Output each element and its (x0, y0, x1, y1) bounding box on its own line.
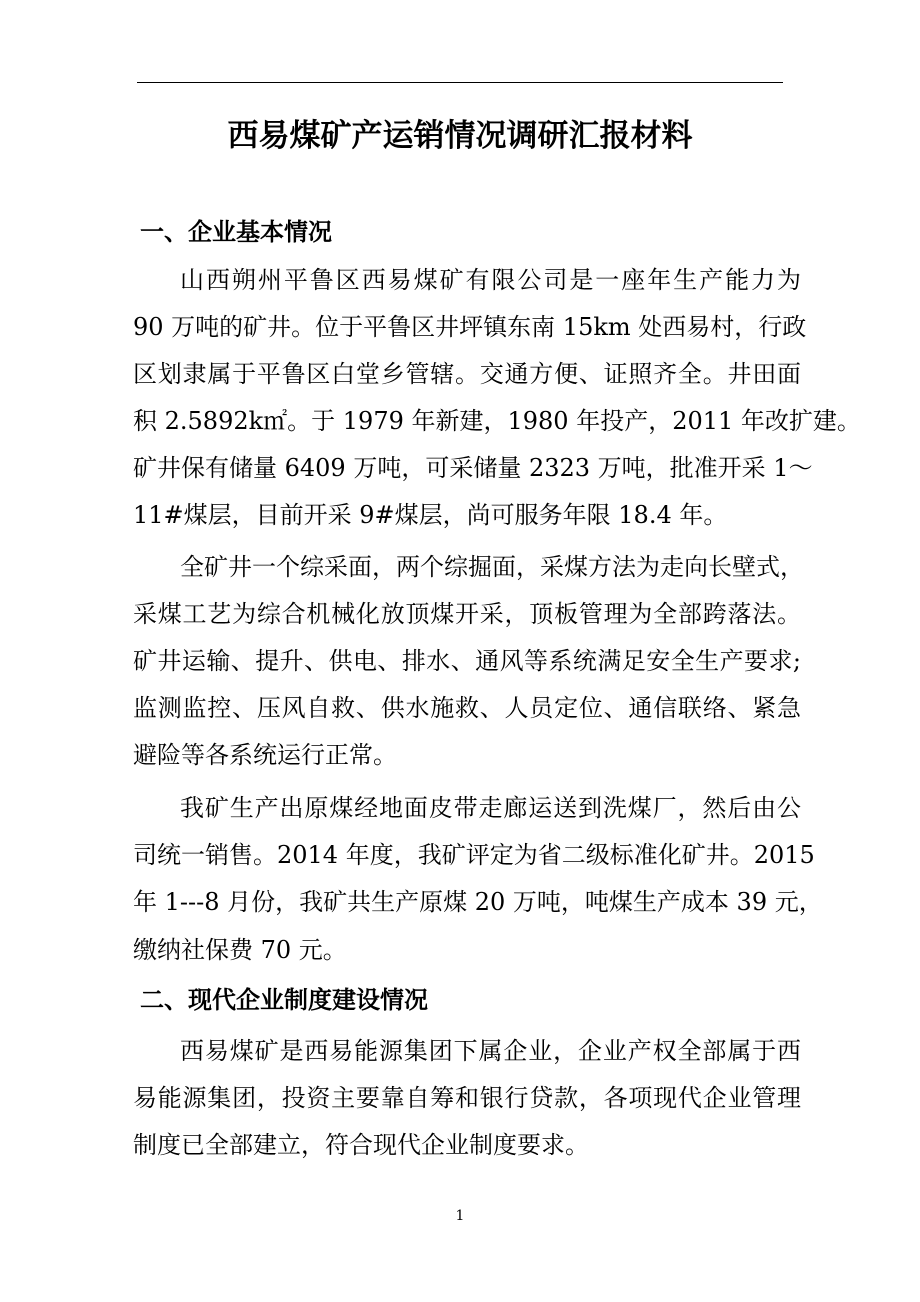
paragraph-line: 监测监控、压风自救、供水施救、人员定位、通信联络、紧急 (133, 694, 801, 722)
paragraph-line: 缴纳社保费 70 元。 (133, 936, 347, 964)
paragraph-line: 制度已全部建立，符合现代企业制度要求。 (133, 1131, 589, 1159)
section-heading: 二、现代企业制度建设情况 (140, 986, 428, 1014)
paragraph-line: 区划隶属于平鲁区白堂乡管辖。交通方便、证照齐全。井田面 (133, 360, 801, 388)
paragraph-line: 11#煤层，目前开采 9#煤层，尚可服务年限 18.4 年。 (133, 501, 728, 529)
paragraph-line: 年 1---8 月份，我矿共生产原煤 20 万吨，吨煤生产成本 39 元， (133, 888, 823, 916)
document-title: 西易煤矿产运销情况调研汇报材料 (227, 118, 693, 154)
paragraph-line: 西易煤矿是西易能源集团下属企业，企业产权全部属于西 (180, 1037, 801, 1065)
paragraph-line: 矿井运输、提升、供电、排水、通风等系统满足安全生产要求; (133, 647, 801, 675)
page-number: 1 (455, 1208, 465, 1224)
paragraph-line: 全矿井一个综采面，两个综掘面，采煤方法为走向长壁式， (180, 553, 804, 581)
paragraph-line: 避险等各系统运行正常。 (133, 741, 397, 769)
header-rule (137, 82, 783, 83)
paragraph-line: 采煤工艺为综合机械化放顶煤开采，顶板管理为全部跨落法。 (133, 600, 801, 628)
paragraph-line: 积 2.5892k㎡。于 1979 年新建，1980 年投产，2011 年改扩建。 (133, 407, 861, 435)
paragraph-line: 易能源集团，投资主要靠自筹和银行贷款，各项现代企业管理 (133, 1084, 801, 1112)
paragraph-line: 矿井保有储量 6409 万吨，可采储量 2323 万吨，批准开采 1～ (133, 454, 813, 482)
paragraph-line: 90 万吨的矿井。位于平鲁区井坪镇东南 15km 处西易村，行政 (133, 313, 807, 341)
paragraph-line: 我矿生产出原煤经地面皮带走廊运送到洗煤厂，然后由公 (180, 794, 801, 822)
paragraph-line: 山西朔州平鲁区西易煤矿有限公司是一座年生产能力为 (180, 266, 801, 294)
section-heading: 一、企业基本情况 (140, 218, 332, 246)
paragraph-line: 司统一销售。2014 年度，我矿评定为省二级标准化矿井。2015 (133, 841, 815, 869)
